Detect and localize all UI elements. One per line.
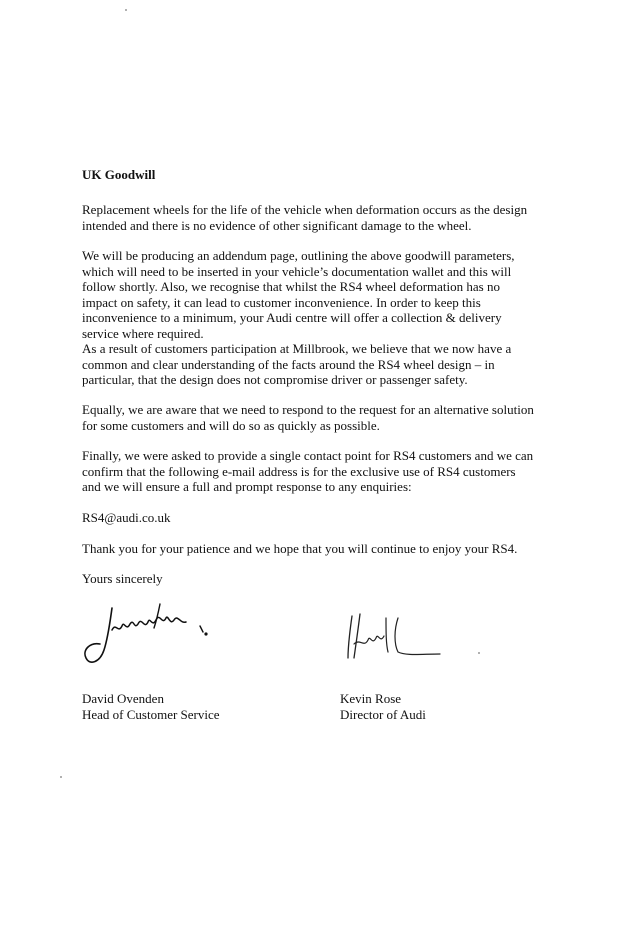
- text-line: We will be producing an addendum page, outlining the above goodwill parameters,: [82, 248, 515, 263]
- text-line: common and clear understanding of the facts around the RS4 wheel design – in: [82, 356, 495, 372]
- closing-salutation: [82, 571, 582, 587]
- text-line: particular, that the design does not compromise driver or passenger safety.: [82, 372, 468, 387]
- paragraph-addendum: [82, 248, 582, 388]
- signatory-title: Director of Audi: [340, 707, 426, 722]
- paragraph-replacement-wheels: [82, 202, 582, 233]
- text-line: inconvenience to a minimum, your Audi centre will offer a collection & delivery: [82, 310, 502, 325]
- text-line: Replacement wheels for the life of the vehicle when deformation occurs as the design: [82, 202, 528, 217]
- scan-speck: [478, 652, 480, 654]
- scan-speck: [125, 9, 127, 11]
- text-line: for some customers and will do so as quickly as possible.: [82, 417, 380, 433]
- text-line: Thank you for your patience and we hope that you will continue to enjoy your RS4.: [82, 541, 518, 556]
- signatory-title: Head of Customer Service: [82, 707, 220, 722]
- signature-kevin-rose: [340, 608, 460, 668]
- text-line: which will need to be inserted in your vehicle’s documentation wallet and this will: [82, 263, 512, 279]
- signatory-name: David Ovenden: [82, 691, 164, 706]
- text-line: service where required.: [82, 325, 204, 341]
- text-line: confirm that the following e-mail address is for the exclusive use of RS4 customers: [82, 463, 516, 479]
- text-line: Finally, we were asked to provide a single contact point for RS4 customers and we can: [82, 448, 534, 463]
- paragraph-thank-you: [82, 541, 582, 557]
- text-line: follow shortly. Also, we recognise that whilst the RS4 wheel deformation has no: [82, 279, 500, 294]
- text-line: Equally, we are aware that we need to respond to the request for an alternative solution: [82, 402, 534, 417]
- scan-speck: [60, 776, 62, 778]
- paragraph-contact-point: [82, 448, 582, 495]
- text-line: and we will ensure a full and prompt response to any enquiries:: [82, 479, 412, 494]
- email-address: RS4@audi.co.uk: [82, 510, 171, 525]
- text-line: intended and there is no evidence of other significant damage to the wheel.: [82, 217, 472, 233]
- letter-heading: UK Goodwill: [82, 167, 156, 182]
- text-line: impact on safety, it can lead to customer inconvenience. In order to keep this: [82, 294, 481, 310]
- text-line: Yours sincerely: [82, 571, 163, 586]
- text-line: As a result of customers participation at Millbrook, we believe that we now have a: [82, 341, 512, 356]
- contact-email: [82, 510, 582, 526]
- signatory-name: Kevin Rose: [340, 691, 402, 706]
- paragraph-alternative-solution: [82, 402, 582, 433]
- signature-david-ovenden: [82, 600, 222, 672]
